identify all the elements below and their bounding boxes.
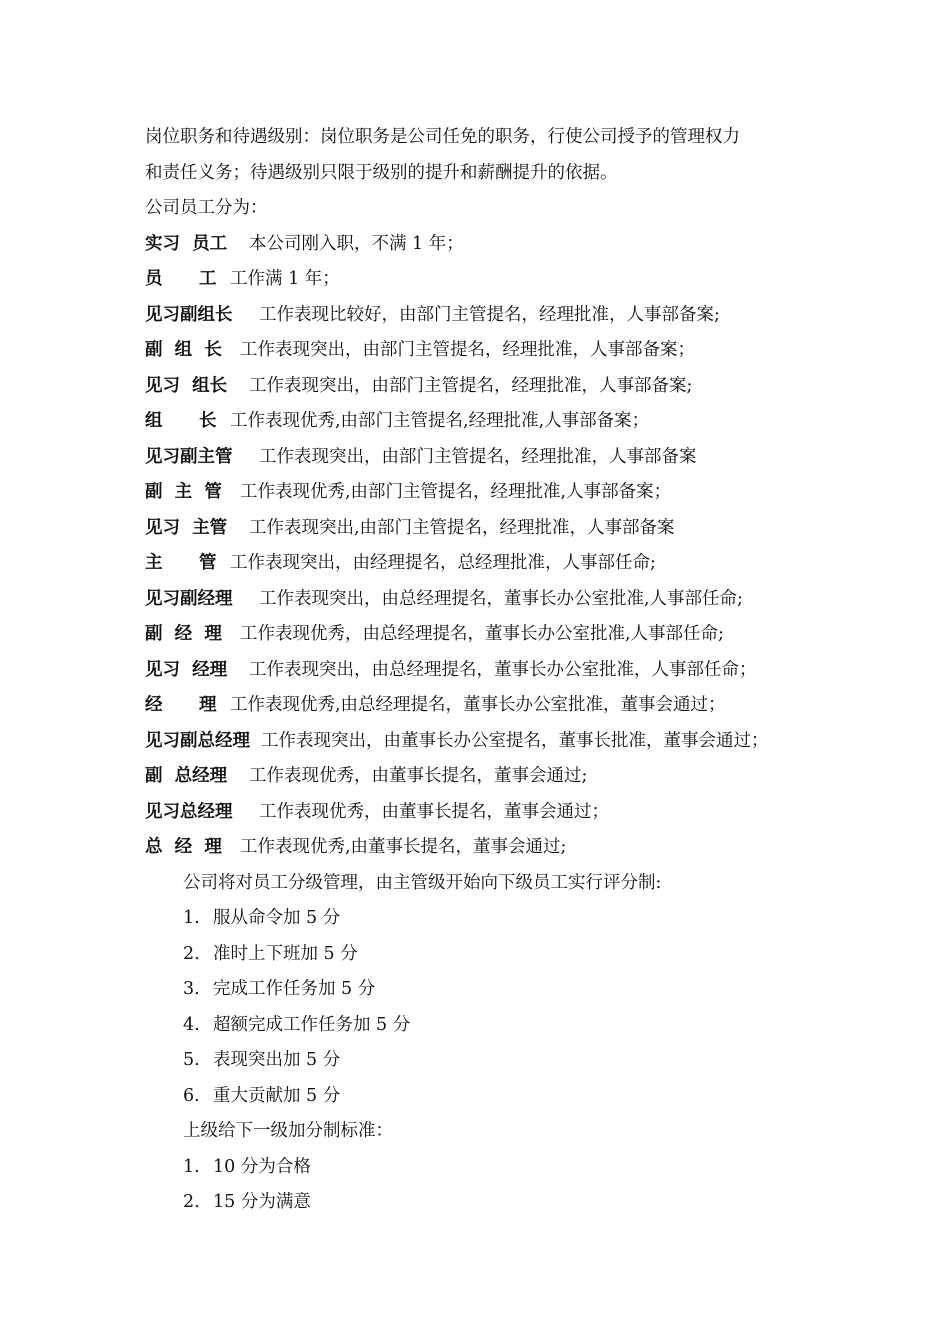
role-row: [145, 724, 825, 760]
list-number: 3.: [183, 979, 200, 999]
list-text: 10 分为合格: [213, 1156, 311, 1177]
list-text: 服从命令加 5 分: [213, 908, 341, 928]
document-page: [145, 120, 825, 1221]
role-row: [145, 582, 825, 618]
list-item: [145, 937, 825, 973]
role-desc: 工作满 1 年；: [230, 269, 340, 289]
role-desc: 工作表现优秀,由部门主管提名，经理批准,人事部备案；: [240, 482, 672, 502]
list-number: 2.: [183, 1192, 200, 1212]
list-item: [145, 1150, 825, 1186]
role-title: 副 主 管: [145, 482, 222, 502]
list-number: 5.: [183, 1050, 200, 1070]
role-row: [145, 830, 825, 866]
role-row: [145, 333, 825, 369]
role-row: [145, 546, 825, 582]
role-desc: 工作表现突出,由部门主管提名，经理批准，人事部备案: [249, 517, 675, 538]
role-row: [145, 369, 825, 405]
list-item: [145, 1008, 825, 1044]
role-desc: 工作表现突出，由部门主管提名，经理批准，人事部备案;: [249, 375, 693, 396]
role-row: [145, 653, 825, 689]
role-desc: 工作表现突出，由经理提名，总经理批准，人事部任命;: [230, 553, 656, 573]
role-desc: 工作表现突出，由总经理提名，董事长办公室批准，人事部任命；: [249, 659, 757, 680]
role-desc: 工作表现优秀,由总经理提名，董事长办公室批准，董事会通过；: [230, 695, 726, 715]
role-title: 组 长: [145, 411, 217, 431]
role-title: 见习 经理: [145, 659, 228, 680]
list-number: 1.: [183, 1156, 200, 1177]
role-title: 经 理: [145, 695, 217, 715]
role-title: 见习副总经理: [145, 730, 250, 751]
role-title: 主 管: [145, 553, 217, 573]
role-row: [145, 617, 825, 653]
role-title: 见习副主管: [145, 446, 233, 467]
intro-line-1: 岗位职务和待遇级别：岗位职务是公司任免的职务，行使公司授予的管理权力: [145, 127, 740, 147]
role-row: [145, 759, 825, 795]
list-number: 2.: [183, 943, 200, 964]
list-number: 6.: [183, 1085, 200, 1106]
role-title: 实习 员工: [145, 233, 228, 254]
role-desc: 工作表现比较好，由部门主管提名，经理批准，人事部备案;: [259, 304, 720, 325]
role-desc: 工作表现突出，由部门主管提名，经理批准，人事部备案；: [240, 340, 695, 360]
role-title: 见习副组长: [145, 304, 233, 325]
list-text: 重大贡献加 5 分: [213, 1085, 341, 1106]
intro-line-2: 和责任义务；待遇级别只限于级别的提升和薪酬提升的依据。: [145, 162, 618, 183]
standard-intro: 上级给下一级加分制标准：: [183, 1121, 393, 1141]
list-number: 1.: [183, 908, 200, 928]
role-row: [145, 475, 825, 511]
intro-line-3: 公司员工分为：: [145, 198, 268, 218]
role-desc: 工作表现优秀，由董事长提名，董事会通过;: [249, 766, 588, 786]
role-title: 副 组 长: [145, 340, 222, 360]
list-text: 15 分为满意: [213, 1192, 311, 1212]
role-desc: 工作表现突出，由部门主管提名，经理批准，人事部备案: [259, 446, 697, 467]
scoring-intro: 公司将对员工分级管理，由主管级开始向下级员工实行评分制:: [183, 872, 662, 893]
role-row: [145, 688, 825, 724]
role-row: [145, 795, 825, 831]
role-desc: 工作表现优秀，由董事长提名，董事会通过；: [259, 801, 609, 822]
role-title: 副 总经理: [145, 766, 228, 786]
standard-list: [145, 1150, 825, 1221]
role-title: 副 经 理: [145, 624, 222, 644]
roles-list: [145, 227, 825, 866]
role-desc: 工作表现突出，由总经理提名，董事长办公室批准,人事部任命;: [259, 588, 743, 609]
list-text: 表现突出加 5 分: [213, 1050, 341, 1070]
role-desc: 工作表现优秀，由总经理提名，董事长办公室批准,人事部任命;: [240, 624, 724, 644]
role-desc: 工作表现突出，由董事长办公室提名，董事长批准，董事会通过；: [261, 730, 769, 751]
list-item: [145, 972, 825, 1008]
role-desc: 本公司刚入职，不满 1 年；: [249, 233, 464, 254]
list-text: 超额完成工作任务加 5 分: [213, 1014, 411, 1035]
role-title: 总 经 理: [145, 837, 222, 857]
role-title: 员 工: [145, 269, 217, 289]
role-desc: 工作表现优秀,由部门主管提名,经理批准,人事部备案；: [230, 411, 650, 431]
scoring-list: [145, 901, 825, 1114]
role-row: [145, 298, 825, 334]
list-item: [145, 1079, 825, 1115]
list-item: [145, 901, 825, 937]
role-title: 见习 组长: [145, 375, 228, 396]
role-row: [145, 262, 825, 298]
role-row: [145, 511, 825, 547]
role-row: [145, 227, 825, 263]
role-row: [145, 404, 825, 440]
list-item: [145, 1185, 825, 1221]
list-item: [145, 1043, 825, 1079]
list-number: 4.: [183, 1014, 200, 1035]
role-row: [145, 440, 825, 476]
role-title: 见习总经理: [145, 801, 233, 822]
role-desc: 工作表现优秀,由董事长提名，董事会通过;: [240, 837, 567, 857]
role-title: 见习副经理: [145, 588, 233, 609]
role-title: 见习 主管: [145, 517, 228, 538]
list-text: 准时上下班加 5 分: [213, 943, 358, 964]
list-text: 完成工作任务加 5 分: [213, 979, 376, 999]
